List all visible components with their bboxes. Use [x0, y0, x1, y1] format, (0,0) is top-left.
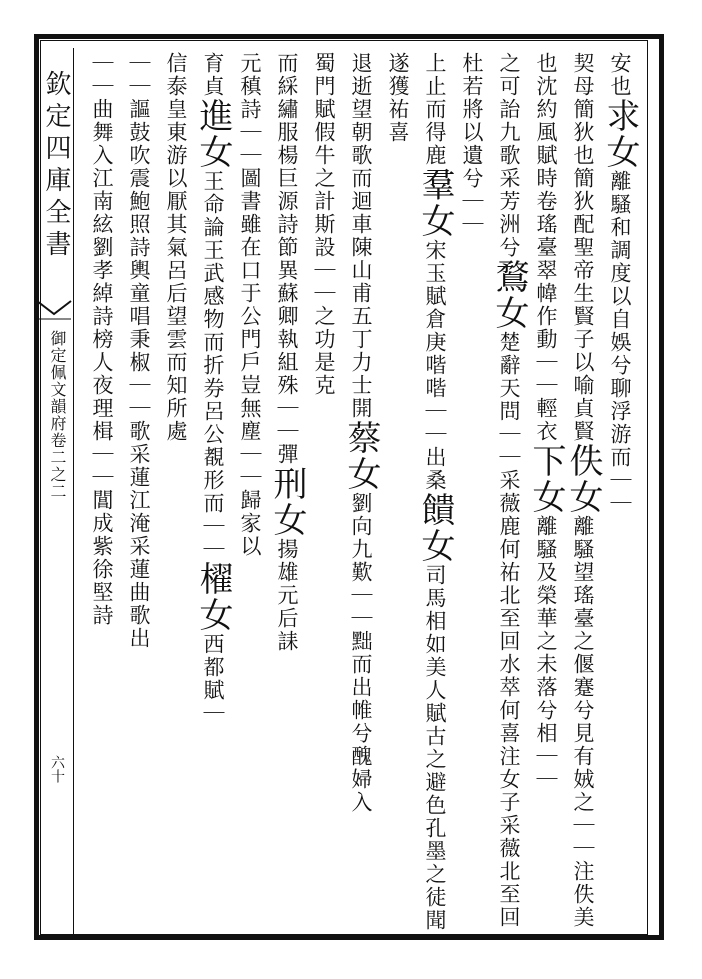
- annotation-text: 宋玉賦倉庚喈喈｜｜出桑: [423, 239, 447, 492]
- text-column: [340, 52, 382, 932]
- annotation-text: 離騷望瑤臺之偃蹇兮見有娀之｜｜注佚美: [571, 515, 595, 929]
- annotation-text: 杜若將以遺兮｜｜: [460, 52, 484, 236]
- annotation-text: 蜀門賦假牛之計斯設｜｜之功是克: [312, 52, 336, 397]
- text-columns: [76, 52, 640, 932]
- annotation-text: 育貞: [201, 52, 225, 98]
- annotation-text: 王命論王武感物而折券呂公覩形而｜｜: [201, 170, 225, 561]
- annotation-text: 之可詒九歌采芳洲兮: [497, 52, 521, 259]
- folio-number: 六十: [49, 755, 65, 783]
- text-column: [451, 52, 493, 932]
- headword: 蔡女: [341, 420, 381, 492]
- annotation-text: 退逝望朝歌而迴車陳山甫五丁力士開: [349, 52, 373, 420]
- annotation-text: 也沈約風賦時卷瑤臺翠幃作動｜｜輕衣: [534, 52, 558, 443]
- text-column: [118, 52, 160, 932]
- annotation-text: 離騷及榮華之未落兮相｜｜: [534, 515, 558, 791]
- volume-label: 御定佩文韻府卷二之二: [48, 330, 67, 500]
- headword: 佚女: [563, 443, 603, 515]
- annotation-text: 離騷和調度以自娛兮聊浮游而｜｜: [608, 170, 632, 515]
- text-column: [525, 52, 567, 932]
- annotation-text: 遂獲祐喜: [386, 52, 410, 144]
- annotation-text: ｜｜曲舞入江南絃劉孝綽詩榜人夜理楫｜｜閶成紫徐堅詩: [90, 52, 114, 627]
- text-column: [229, 52, 271, 932]
- text-column: [377, 52, 419, 932]
- headword: 饋女: [415, 492, 455, 564]
- annotation-text: ｜｜謳鼓吹震鮑照詩輿童唱秉椒｜｜歌采蓮江淹采蓮曲歌出: [127, 52, 151, 650]
- annotation-text: 契母簡狄也簡狄配聖帝生賢子以喻貞賢: [571, 52, 595, 443]
- text-column: [488, 52, 530, 932]
- annotation-text: 元稹詩｜｜圖書雖在口于公門戶豈無塵｜｜歸家以: [238, 52, 262, 558]
- annotation-text: 揚雄元后誄: [275, 538, 299, 653]
- headword: 鶩女: [489, 259, 529, 331]
- text-column: [303, 52, 345, 932]
- headword: 櫂女: [193, 561, 233, 633]
- headword: 進女: [193, 98, 233, 170]
- headword: 刑女: [267, 466, 307, 538]
- annotation-text: 司馬相如美人賦古之避色孔墨之徒聞: [423, 564, 447, 932]
- annotation-text: 而綵繡服楊巨源詩節異蘇卿執組殊｜｜彈: [275, 52, 299, 466]
- text-column: [81, 52, 123, 932]
- text-column: [155, 52, 197, 932]
- annotation-text: 楚辭天問｜｜采薇鹿何祐北至回水萃何喜注女子采薇北至回: [497, 331, 521, 929]
- annotation-text: 安也: [608, 52, 632, 98]
- headword: 求女: [600, 98, 640, 170]
- headword: 下女: [526, 443, 566, 515]
- book-title: 欽定四庫全書: [41, 70, 71, 262]
- text-column: [599, 52, 641, 932]
- text-column: [562, 52, 604, 932]
- annotation-text: 信: [164, 52, 188, 75]
- annotation-text: 上止而得鹿: [423, 52, 447, 167]
- text-column: [192, 52, 234, 932]
- text-column: [266, 52, 308, 932]
- fish-tail-mark-icon: [36, 300, 72, 320]
- annotation-text: 泰皇東游以厭其氣呂后望雲而知所處: [164, 75, 188, 443]
- annotation-text: 劉向九歎｜｜黜而出帷兮醜婦入: [349, 492, 373, 814]
- annotation-text: 西都賦｜: [201, 633, 225, 725]
- text-column: [414, 52, 456, 932]
- headword: 羣女: [415, 167, 455, 239]
